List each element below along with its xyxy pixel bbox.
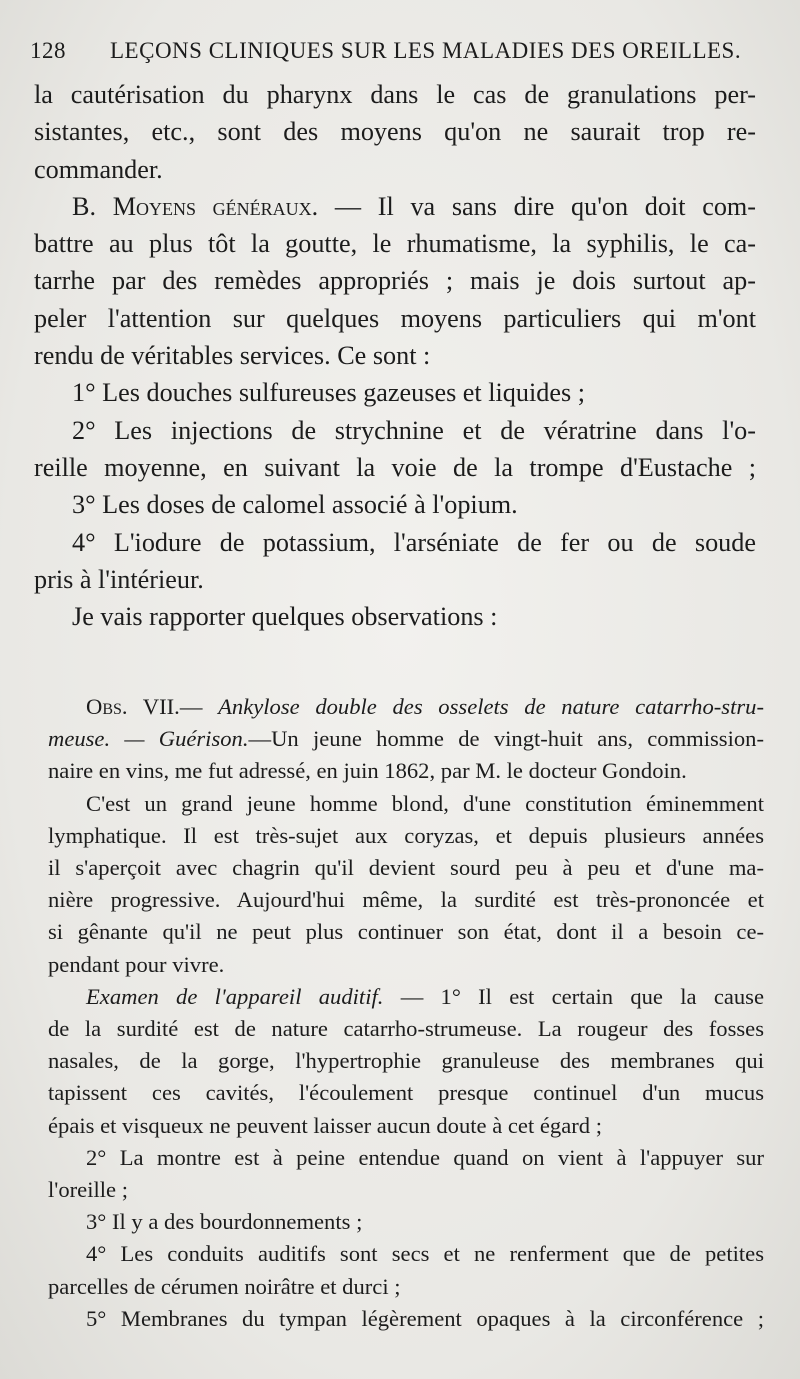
paragraph-moyens-generaux [34, 188, 756, 374]
text-line: la cautérisation du pharynx dans le cas de granulations per- [34, 80, 756, 109]
text-line: nière progressive. Aujourd'hui même, la surdité est très-prononcée et [48, 887, 764, 913]
text-line: l'oreille ; [48, 1177, 128, 1203]
text-line: sistantes, etc., sont des moyens qu'on ne saurait trop re- [34, 117, 756, 147]
text-line: 2° La montre est à peine entendue quand on vient à l'appuyer sur [86, 1144, 764, 1170]
observation-intro [48, 691, 764, 788]
section-label: B. [72, 191, 97, 221]
text-line: épais et visqueux ne peuvent laisser aucun doute à cet égard ; [48, 1112, 602, 1138]
text-line: C'est un grand jeune homme blond, d'une constitution éminemment [86, 790, 764, 816]
page-number: 128 [30, 38, 66, 63]
text-line: pris à l'intérieur. [34, 564, 204, 594]
text-line: nasales, de la gorge, l'hypertrophie granuleuse des membranes qui [48, 1048, 764, 1074]
text-line: 1° Les douches sulfureuses gazeuses et liquides ; [72, 378, 585, 408]
text-line: il s'aperçoit avec chagrin qu'il devient sourd peu à peu et d'une ma- [48, 855, 764, 881]
paragraph-closing [34, 598, 756, 635]
observation-block [48, 691, 764, 1335]
text-line: tarrhe par des remèdes appropriés ; mais je dois surtout ap- [34, 266, 756, 296]
examination-item-5 [48, 1303, 764, 1335]
text-line: battre au plus tôt la goutte, le rhumatisme, la syphilis, le ca- [34, 229, 756, 259]
text-line: commander. [34, 154, 163, 184]
text-line: peler l'attention sur quelques moyens particuliers qui m'ont [34, 303, 756, 333]
text-line: 3° Il y a des bourdonnements ; [86, 1209, 363, 1235]
list-item-4 [34, 524, 756, 599]
text-line: naire en vins, me fut adressé, en juin 1862, par M. le docteur Gondoin. [48, 758, 687, 784]
text-line: si gênante qu'il ne peut plus continuer son état, dont il a besoin ce- [48, 919, 764, 945]
text-line [48, 691, 764, 723]
list-item-1 [34, 374, 756, 411]
examination-heading: Examen de l'appareil auditif. [86, 983, 384, 1009]
observation-paragraph-2 [48, 788, 764, 981]
observation-title: Ankylose double des osselets de nature catarrho-stru- [218, 694, 764, 719]
upper-text-block [34, 76, 756, 635]
observation-label: Obs. VII.— [86, 694, 203, 719]
text-line: parcelles de cérumen noirâtre et durci ; [48, 1273, 401, 1299]
text-line: lymphatique. Il est très-sujet aux coryzas, et depuis plusieurs années [48, 822, 764, 848]
text-line: de la surdité est de nature catarrho-strumeuse. La rougeur des fosses [48, 1016, 764, 1042]
text-fragment: — Il va sans dire qu'on doit com- [334, 191, 757, 221]
text-line [48, 723, 764, 755]
text-line: tapissent ces cavités, l'écoulement presque continuel d'un mucus [48, 1080, 764, 1106]
examination-item-2 [48, 1142, 764, 1206]
paragraph-intro [34, 76, 756, 188]
examination-paragraph [48, 981, 764, 1142]
text-fragment: — 1° Il est certain que la cause [400, 983, 764, 1009]
section-heading: Moyens généraux. [112, 191, 319, 221]
examination-item-4 [48, 1238, 764, 1302]
running-title: LEÇONS CLINIQUES SUR LES MALADIES DES OREILLES. [110, 38, 742, 63]
text-line: rendu de véritables services. Ce sont : [34, 341, 431, 371]
text-line: reille moyenne, en suivant la voie de la trompe d'Eustache ; [34, 452, 756, 482]
text-line: Je vais rapporter quelques observations : [72, 602, 498, 632]
text-line [48, 981, 764, 1013]
text-line: 4° Les conduits auditifs sont secs et ne renferment que de petites [86, 1241, 764, 1267]
text-line: 3° Les doses de calomel associé à l'opium. [72, 490, 518, 520]
text-line: pendant pour vivre. [48, 951, 225, 977]
observation-title-end: meuse. — Guérison. [48, 726, 249, 752]
list-item-2 [34, 412, 756, 487]
text-line: 2° Les injections de strychnine et de vératrine dans l'o- [72, 415, 756, 445]
text-line [34, 188, 756, 225]
examination-item-3 [48, 1206, 764, 1238]
text-line: 4° L'iodure de potassium, l'arséniate de fer ou de soude [72, 527, 756, 557]
text-line: 5° Membranes du tympan légèrement opaques à la circonférence ; [86, 1305, 764, 1331]
list-item-3 [34, 486, 756, 523]
text-fragment: —Un jeune homme de vingt-huit ans, commission- [248, 726, 764, 752]
running-header [30, 38, 770, 64]
